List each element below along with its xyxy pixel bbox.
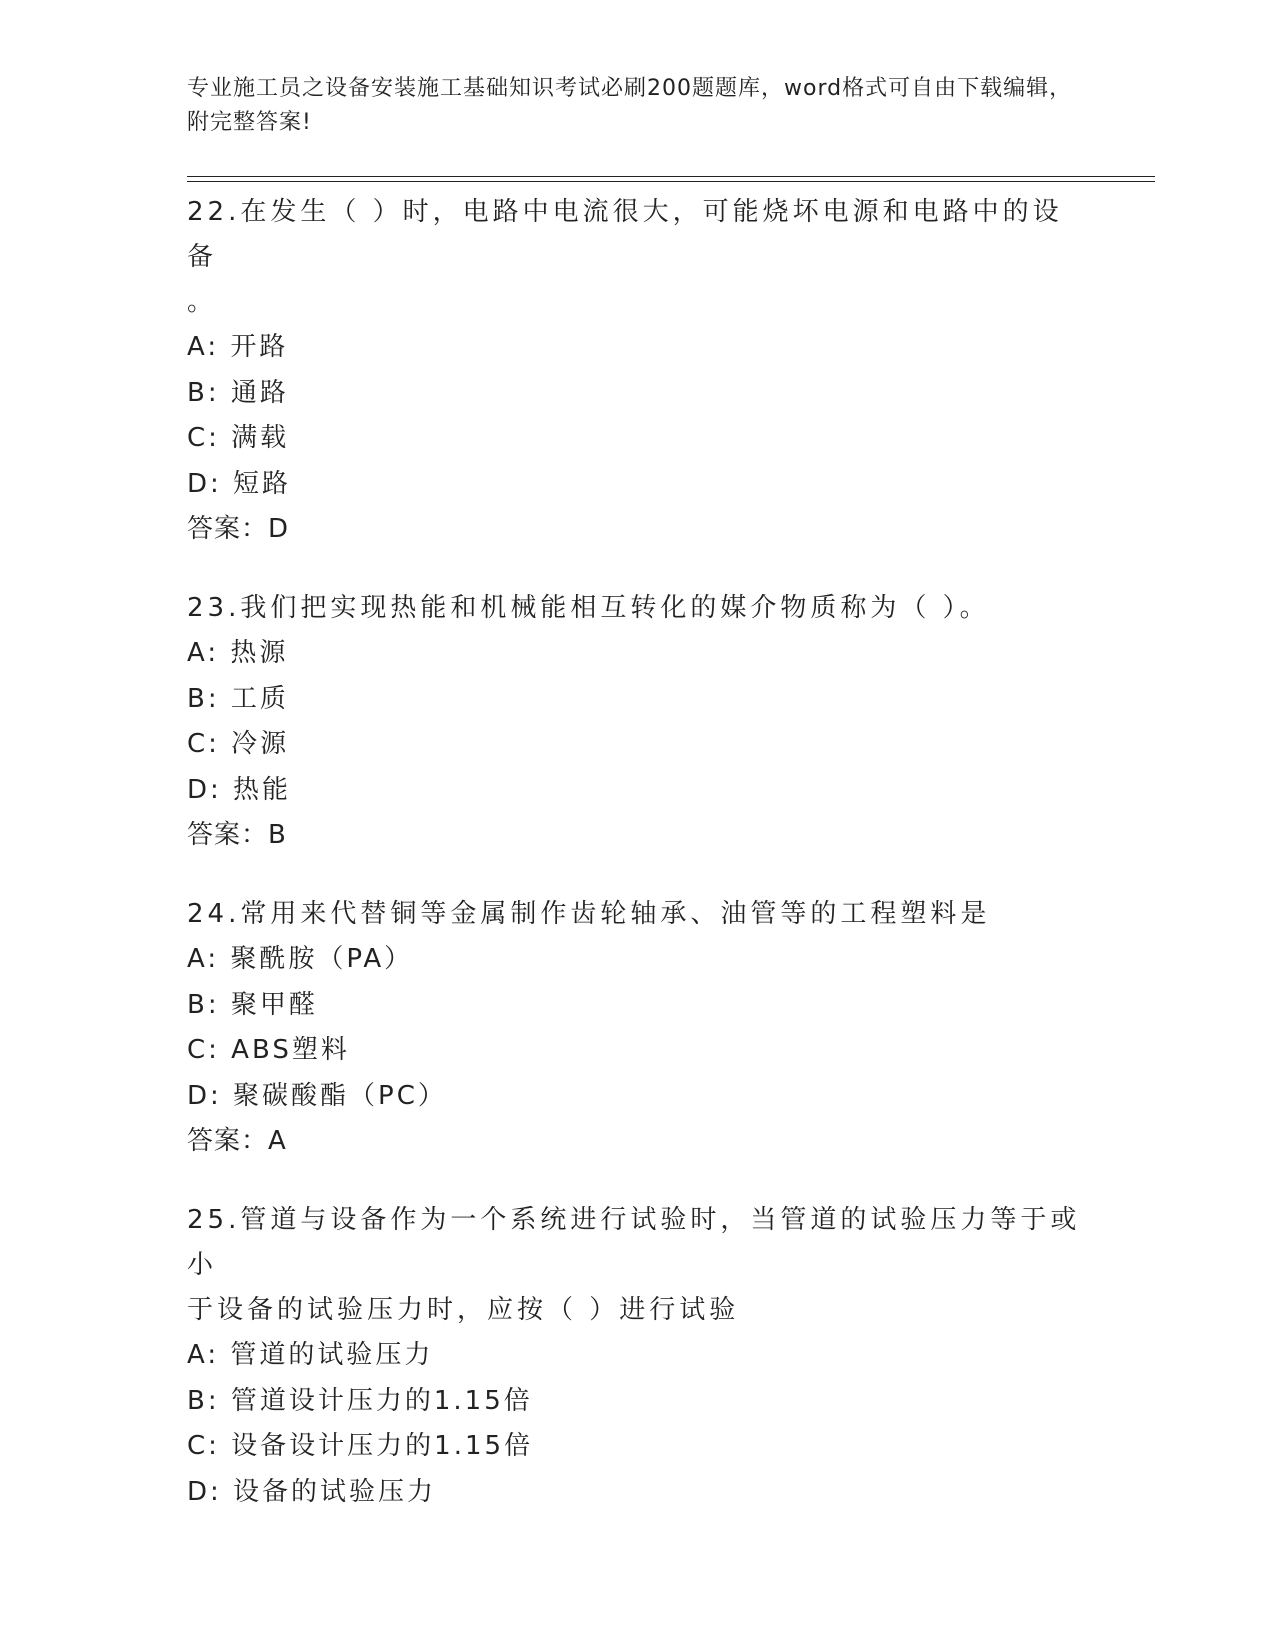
document-header: 专业施工员之设备安装施工基础知识考试必刷200题题库，word格式可自由下载编辑，附完整答案! <box>187 76 1073 135</box>
option-c: C: 满载 <box>187 423 290 453</box>
question-stem: 24.常用来代替铜等金属制作齿轮轴承、油管等的工程塑料是 <box>187 899 991 929</box>
option-a: A: 开路 <box>187 332 289 362</box>
question-stem-continuation: 于设备的试验压力时，应按（ ）进行试验 <box>187 1295 740 1325</box>
question-22 <box>187 190 1087 552</box>
question-24 <box>187 892 1087 1164</box>
option-a: A: 管道的试验压力 <box>187 1340 434 1370</box>
answer-key: 答案：D <box>187 514 290 544</box>
question-25 <box>187 1198 1087 1515</box>
option-d: D: 聚碳酸酯（PC） <box>187 1080 447 1111</box>
option-b: B: 聚甲醛 <box>187 989 318 1020</box>
answer-key: 答案：A <box>187 1126 287 1156</box>
question-23 <box>187 586 1087 858</box>
option-d: D: 设备的试验压力 <box>187 1476 437 1507</box>
option-a: A: 聚酰胺（PA） <box>187 944 414 974</box>
option-c: C: 设备设计压力的1.15倍 <box>187 1431 534 1461</box>
question-stem-continuation: 。 <box>187 287 218 317</box>
option-b: B: 通路 <box>187 377 289 408</box>
question-stem: 25.管道与设备作为一个系统进行试验时，当管道的试验压力等于或小 <box>187 1205 1081 1280</box>
question-stem: 23.我们把实现热能和机械能相互转化的媒介物质称为（ ）。 <box>187 593 990 623</box>
option-d: D: 短路 <box>187 468 292 499</box>
option-b: B: 管道设计压力的1.15倍 <box>187 1385 533 1416</box>
option-c: C: 冷源 <box>187 729 290 759</box>
option-d: D: 热能 <box>187 774 292 805</box>
header-divider-top <box>187 176 1155 177</box>
option-b: B: 工质 <box>187 683 289 714</box>
answer-key: 答案：B <box>187 820 287 850</box>
question-list <box>187 190 1087 1549</box>
option-a: A: 热源 <box>187 638 289 668</box>
option-c: C: ABS塑料 <box>187 1035 350 1065</box>
header-divider-bottom <box>187 181 1155 182</box>
question-stem: 22.在发生（ ）时，电路中电流很大，可能烧坏电源和电路中的设备 <box>187 197 1063 272</box>
